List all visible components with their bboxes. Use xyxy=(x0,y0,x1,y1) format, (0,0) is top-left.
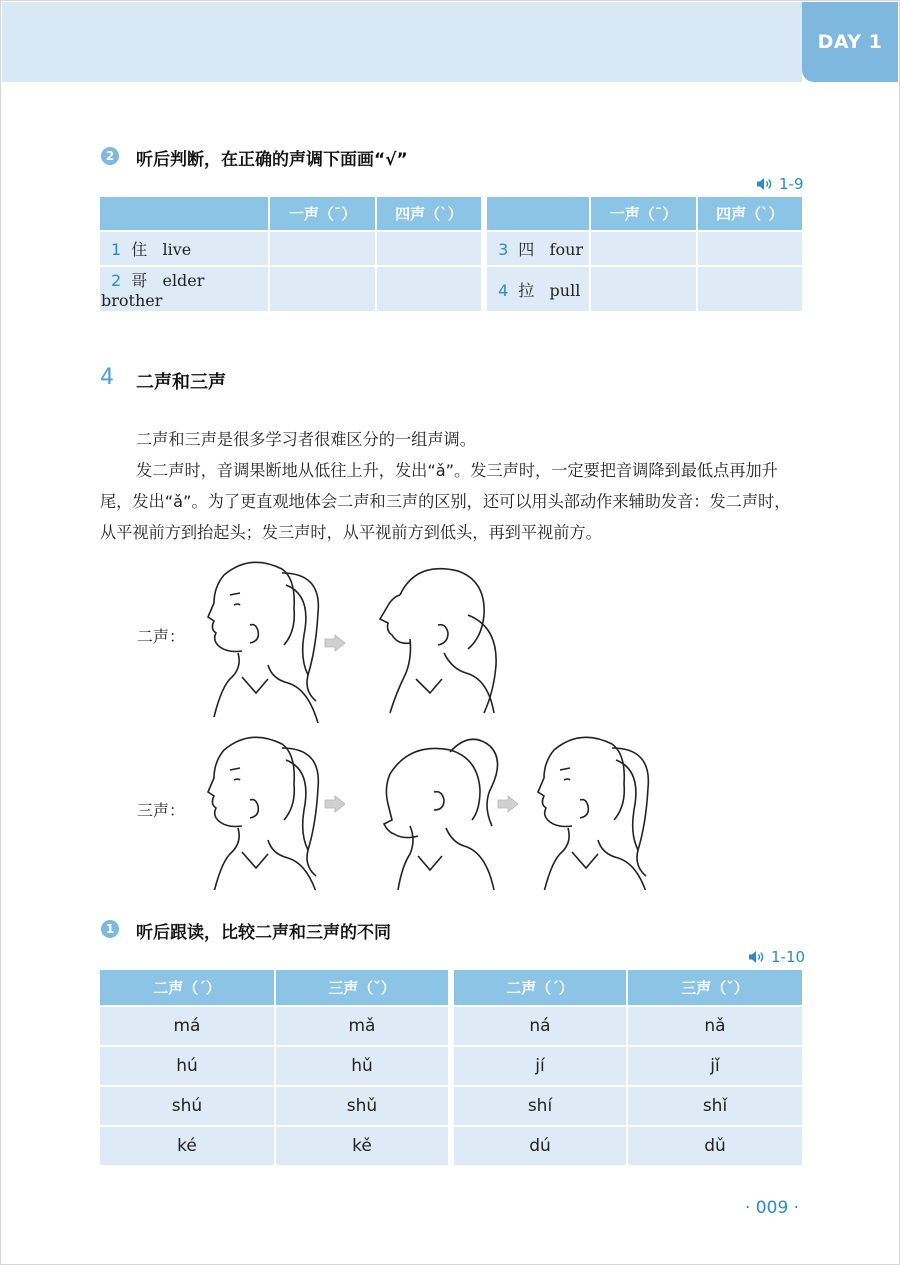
section-title: 二声和三声 xyxy=(136,372,226,393)
answer-cell[interactable] xyxy=(698,267,804,313)
answer-cell[interactable] xyxy=(270,232,376,267)
pinyin-cell: mǎ xyxy=(276,1007,450,1047)
table-row xyxy=(100,267,804,313)
pinyin-cell: shí xyxy=(454,1087,628,1127)
audio-track-label: 1-9 xyxy=(779,175,804,193)
header-cell: 一声（ˉ） xyxy=(591,197,697,232)
answer-cell[interactable] xyxy=(591,267,697,313)
answer-cell[interactable] xyxy=(698,232,804,267)
answer-cell[interactable] xyxy=(377,232,483,267)
word-cell xyxy=(487,267,591,313)
pinyin-cell: shǐ xyxy=(628,1087,804,1127)
item-english: live xyxy=(162,240,192,259)
header-cell: 四声（ˋ） xyxy=(377,197,483,232)
header-cell: 三声（ˇ） xyxy=(628,970,804,1007)
pinyin-cell: shǔ xyxy=(276,1087,450,1127)
head-level-figure xyxy=(208,562,318,723)
exercise1-audio[interactable] xyxy=(748,948,805,966)
item-number: 3 xyxy=(498,240,509,259)
section-number: 4 xyxy=(100,365,114,390)
table-row xyxy=(100,1007,804,1047)
item-number: 2 xyxy=(111,271,122,290)
answer-cell[interactable] xyxy=(591,232,697,267)
audio-track-label: 1-10 xyxy=(771,948,806,966)
word-cell xyxy=(100,232,270,267)
page-number: · 009 · xyxy=(745,1198,800,1218)
arrow-icon xyxy=(325,635,345,651)
header-cell: 三声（ˇ） xyxy=(276,970,450,1007)
exercise2-audio[interactable] xyxy=(756,175,804,193)
item-char: 拉 xyxy=(518,280,535,300)
header-cell: 二声（ˊ） xyxy=(454,970,628,1007)
pinyin-cell: hǔ xyxy=(276,1047,450,1087)
answer-cell[interactable] xyxy=(377,267,483,313)
table-row xyxy=(100,1127,804,1167)
head-raised-figure xyxy=(380,569,496,713)
answer-cell[interactable] xyxy=(270,267,376,313)
pinyin-cell: dú xyxy=(454,1127,628,1167)
tone-judge-table xyxy=(100,197,804,313)
pinyin-cell: dǔ xyxy=(628,1127,804,1167)
header-cell xyxy=(100,197,270,232)
header-cell: 四声（ˋ） xyxy=(698,197,804,232)
pinyin-cell: kě xyxy=(276,1127,450,1167)
pinyin-cell: má xyxy=(100,1007,276,1047)
table-header-row xyxy=(100,970,804,1007)
exercise2-badge: 2 xyxy=(101,147,119,165)
exercise1-badge: 1 xyxy=(101,920,119,938)
head-level-figure xyxy=(538,737,648,890)
exercise2-title: 听后判断，在正确的声调下面画“√” xyxy=(136,150,408,170)
speaker-icon xyxy=(748,950,765,964)
head-level-figure xyxy=(208,737,318,890)
table-header-row xyxy=(100,197,804,232)
header-cell: 二声（ˊ） xyxy=(100,970,276,1007)
word-cell xyxy=(487,232,591,267)
paragraph-intro: 二声和三声是很多学习者很难区分的一组声调。 xyxy=(136,430,476,449)
day-label: DAY 1 xyxy=(817,31,883,53)
top-band xyxy=(2,2,802,82)
third-tone-label: 三声： xyxy=(137,801,186,820)
table-row xyxy=(100,1087,804,1127)
arrow-icon xyxy=(498,796,518,812)
item-english: elder brother xyxy=(101,271,205,310)
pinyin-cell: ná xyxy=(454,1007,628,1047)
paragraph-body: 发二声时，音调果断地从低往上升，发出“ǎ”。发三声时，一定要把音调降到最低点再加升尾，发出“ǎ”。为了更直观地体会二声和三声的区别，还可以用头部动作来辅助发音：发二声时，从平视前方到抬起头；发三声时，从平视前方到低头，再到平视前方。 xyxy=(100,461,791,542)
exercise1-title: 听后跟读，比较二声和三声的不同 xyxy=(136,923,391,943)
word-cell xyxy=(100,267,270,313)
item-number: 1 xyxy=(111,240,122,259)
pinyin-cell: jǐ xyxy=(628,1047,804,1087)
head-movement-illustration xyxy=(180,555,680,890)
header-cell xyxy=(487,197,591,232)
pinyin-cell: shú xyxy=(100,1087,276,1127)
arrow-icon xyxy=(325,796,345,812)
pinyin-cell: jí xyxy=(454,1047,628,1087)
pinyin-cell: ké xyxy=(100,1127,276,1167)
pinyin-cell: nǎ xyxy=(628,1007,804,1047)
item-english: pull xyxy=(549,280,581,300)
header-cell: 一声（ˉ） xyxy=(270,197,376,232)
tone-compare-table xyxy=(100,970,804,1167)
item-char: 四 xyxy=(518,240,535,259)
item-number: 4 xyxy=(498,280,509,300)
table-row xyxy=(100,232,804,267)
item-char: 住 xyxy=(131,240,148,259)
day-tab xyxy=(802,2,898,82)
item-char: 哥 xyxy=(131,271,148,290)
head-lowered-figure xyxy=(384,739,498,890)
table-row xyxy=(100,1047,804,1087)
speaker-icon xyxy=(756,177,773,191)
pinyin-cell: hú xyxy=(100,1047,276,1087)
second-tone-label: 二声： xyxy=(137,627,186,646)
item-english: four xyxy=(549,240,584,259)
